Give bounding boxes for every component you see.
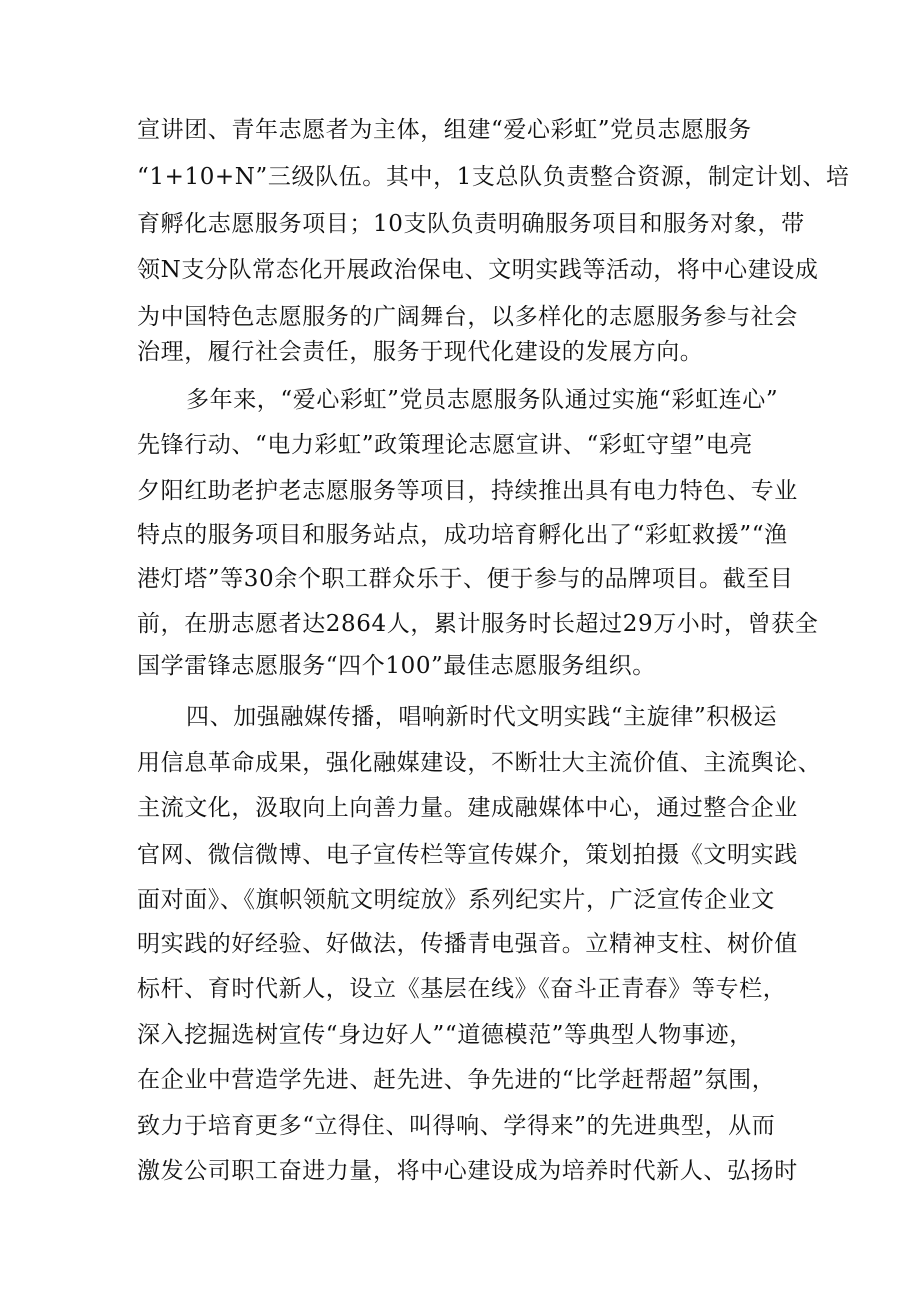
text-line: 面对面》、《旗帜领航文明绽放》系列纪实片，广泛宣传企业文 [137, 887, 775, 913]
text-line: 激发公司职工奋进力量，将中心建设成为培养时代新人、弘扬时 [137, 1158, 798, 1184]
text-line: 在企业中营造学先进、赶先进、争先进的“比学赶帮超”氛围， [137, 1067, 776, 1093]
text-line: 育孵化志愿服务项目；10支队负责明确服务项目和服务对象，带 [137, 211, 805, 237]
text-line: 国学雷锋志愿服务“四个100”最佳志愿服务组织。 [137, 653, 656, 679]
text-line: “1+10+N”三级队伍。其中，1支总队负责整合资源，制定计划、培 [137, 164, 850, 190]
text-line: 明实践的好经验、好做法，传播青电强音。立精神支柱、树价值 [137, 931, 798, 957]
text-line: 港灯塔”等30余个职工群众乐于、便于参与的品牌项目。截至目 [137, 566, 794, 592]
text-line: 为中国特色志愿服务的广阔舞台，以多样化的志愿服务参与社会 [137, 304, 798, 330]
text-line: 用信息革命成果，强化融媒建设，不断壮大主流价值、主流舆论、 [137, 750, 822, 776]
text-line: 标杆、育时代新人，设立《基层在线》《奋斗正青春》等专栏， [137, 976, 787, 1002]
text-line: 致力于培育更多“立得住、叫得响、学得来”的先进典型，从而 [137, 1113, 776, 1139]
text-line: 领N支分队常态化开展政治保电、文明实践等活动，将中心建设成 [137, 257, 819, 283]
paragraph-first-line: 四、加强融媒传播，唱响新时代文明实践“主旋律”积极运 [186, 704, 778, 730]
text-line: 先锋行动、“电力彩虹”政策理论志愿宣讲、“彩虹守望”电亮 [137, 432, 753, 458]
text-line: 治理，履行社会责任，服务于现代化建设的发展方向。 [137, 339, 704, 365]
text-line: 主流文化，汲取向上向善力量。建成融媒体中心，通过整合企业 [137, 795, 798, 821]
text-line: 宣讲团、青年志愿者为主体，组建“爱心彩虹”党员志愿服务 [137, 117, 752, 143]
text-line: 前，在册志愿者达2864人，累计服务时长超过29万小时，曾获全 [137, 611, 819, 637]
text-line: 官网、微信微博、电子宣传栏等宣传媒介，策划拍摄《文明实践 [137, 842, 798, 868]
text-line: 深入挖掘选树宣传“身边好人”“道德模范”等典型人物事迹， [137, 1022, 753, 1048]
text-line: 夕阳红助老护老志愿服务等项目，持续推出具有电力特色、专业 [137, 478, 798, 504]
paragraph-first-line: 多年来，“爱心彩虹”党员志愿服务队通过实施“彩虹连心” [186, 387, 779, 413]
text-line: 特点的服务项目和服务站点，成功培育孵化出了“彩虹救援”“渔 [137, 522, 788, 548]
